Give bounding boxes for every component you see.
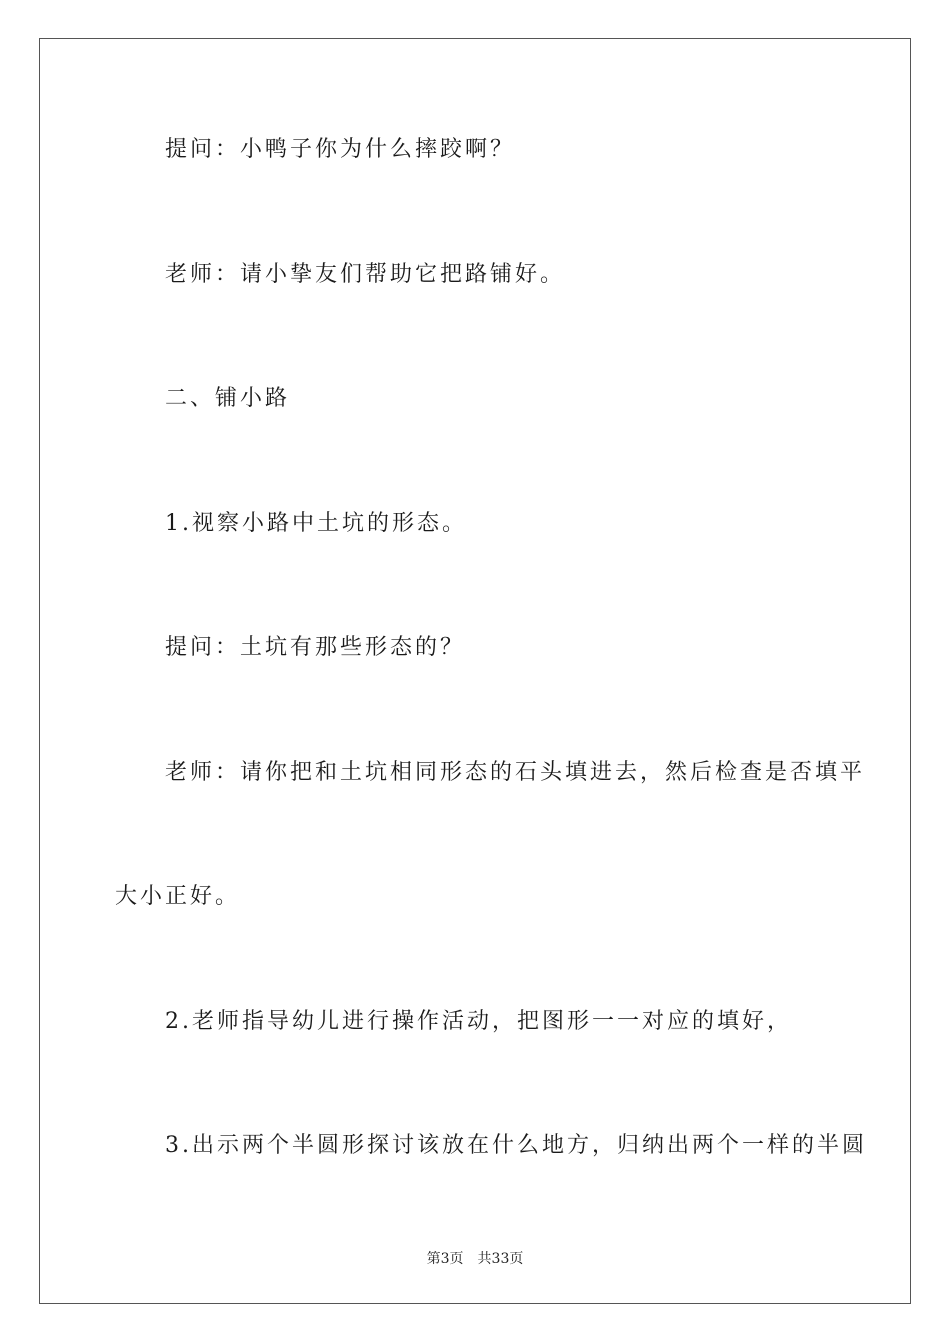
section-heading-pave-road: 二、铺小路: [165, 386, 291, 411]
paragraph-step-2: 2.老师指导幼儿进行操作活动，把图形一一对应的填好，: [165, 1009, 792, 1034]
current-page-number: 第3页: [426, 1251, 464, 1267]
page-footer: [0, 1248, 950, 1268]
paragraph-step-3: 3.出示两个半圆形探讨该放在什么地方，归纳出两个一样的半圆: [165, 1133, 867, 1158]
paragraph-teacher-fill-stones-cont: 大小正好。: [115, 884, 241, 909]
paragraph-step-1: 1.视察小路中土坑的形态。: [165, 511, 467, 536]
paragraph-question-duck: 提问：小鸭子你为什么摔跤啊？: [165, 137, 516, 162]
paragraph-teacher-pave-road: 老师：请小挚友们帮助它把路铺好。: [165, 262, 566, 287]
paragraph-question-pit-shapes: 提问：土坑有那些形态的？: [165, 635, 466, 660]
page-border: [39, 38, 911, 1304]
paragraph-teacher-fill-stones: 老师：请你把和土坑相同形态的石头填进去，然后检查是否填平: [165, 760, 866, 785]
total-pages: 共33页: [477, 1251, 524, 1267]
